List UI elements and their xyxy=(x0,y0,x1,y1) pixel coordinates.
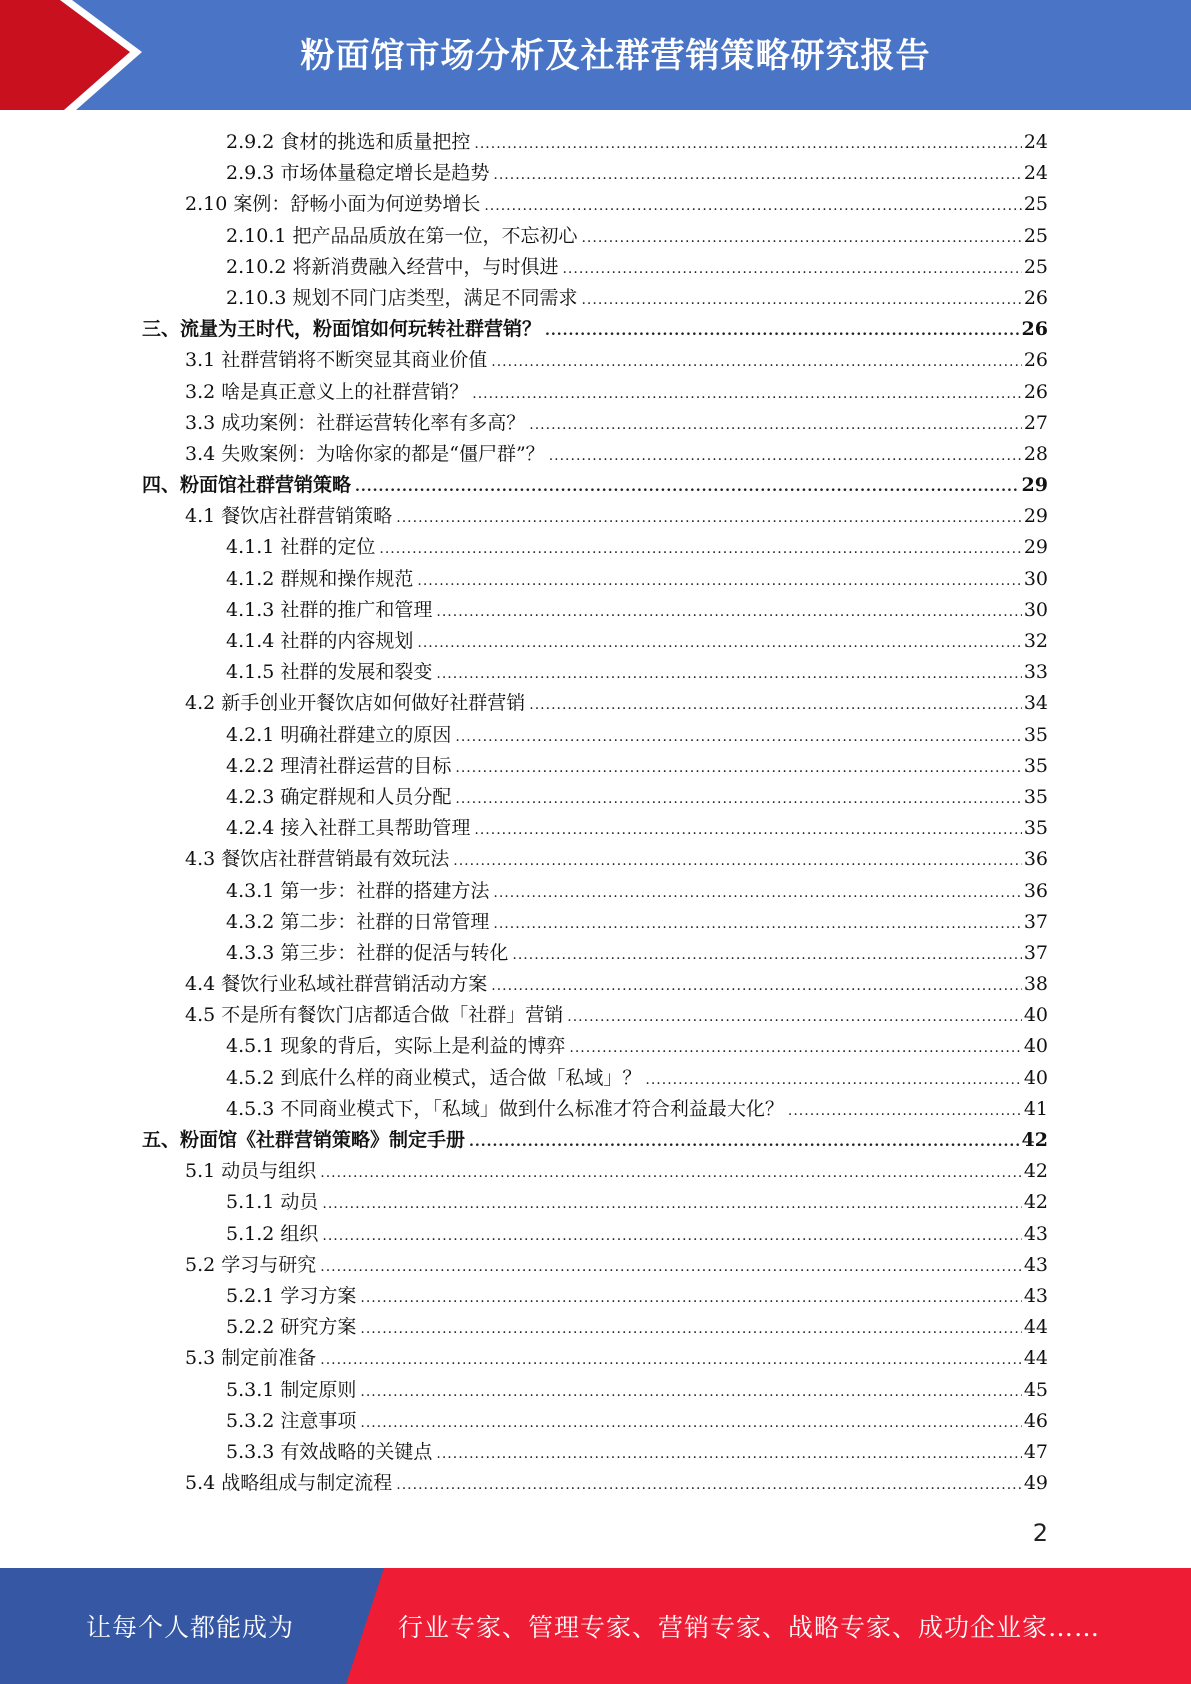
toc-entry[interactable] xyxy=(0,626,1048,657)
toc-entry[interactable] xyxy=(0,1156,1048,1187)
toc-entry-page: 37 xyxy=(1023,910,1048,933)
toc-entry-title: 5.2.1 学习方案 xyxy=(226,1284,357,1307)
toc-dot-leader xyxy=(493,160,1021,191)
toc-entry-title: 5.2 学习与研究 xyxy=(185,1253,317,1276)
toc-entry-page: 35 xyxy=(1023,817,1048,840)
toc-entry[interactable] xyxy=(0,1312,1048,1343)
toc-entry-title: 3.4 失败案例：为啥你家的都是“僵尸群”？ xyxy=(185,442,545,465)
toc-entry-title: 4.2.2 理清社群运营的目标 xyxy=(226,754,452,777)
toc-entry-title: 3.2 啥是真正意义上的社群营销？ xyxy=(185,380,469,403)
toc-entry-page: 29 xyxy=(1023,505,1048,528)
toc-dot-leader xyxy=(322,1221,1021,1252)
toc-entry-page: 47 xyxy=(1023,1440,1048,1463)
toc-entry[interactable] xyxy=(0,1250,1048,1281)
toc-entry-title: 5.1 动员与组织 xyxy=(185,1160,317,1183)
toc-entry-page: 36 xyxy=(1023,848,1048,871)
toc-entry-title: 2.10.1 把产品品质放在第一位，不忘初心 xyxy=(226,224,578,247)
toc-dot-leader xyxy=(567,1002,1022,1033)
toc-entry-page: 30 xyxy=(1023,567,1048,590)
toc-entry[interactable] xyxy=(0,844,1048,875)
toc-entry[interactable] xyxy=(0,595,1048,626)
toc-entry[interactable] xyxy=(0,1375,1048,1406)
toc-dot-leader xyxy=(569,1033,1021,1064)
toc-dot-leader xyxy=(469,1127,1020,1158)
toc-entry-page: 41 xyxy=(1023,1097,1048,1120)
toc-entry-page: 25 xyxy=(1023,224,1048,247)
toc-entry-title: 3.1 社群营销将不断突显其商业价值 xyxy=(185,349,488,372)
toc-entry[interactable] xyxy=(0,408,1048,439)
toc-entry[interactable] xyxy=(0,1468,1048,1499)
toc-dot-leader xyxy=(360,1283,1021,1314)
toc-entry-page: 30 xyxy=(1023,598,1048,621)
toc-entry-page: 27 xyxy=(1023,411,1048,434)
toc-dot-leader xyxy=(529,690,1022,721)
toc-dot-leader xyxy=(436,1439,1021,1470)
toc-entry[interactable] xyxy=(0,501,1048,532)
toc-entry[interactable] xyxy=(0,688,1048,719)
toc-entry[interactable] xyxy=(0,532,1048,563)
toc-entry-title: 4.3.3 第三步：社群的促活与转化 xyxy=(226,941,509,964)
toc-entry-page: 24 xyxy=(1023,162,1048,185)
toc-entry-page: 34 xyxy=(1023,692,1048,715)
toc-entry[interactable] xyxy=(0,969,1048,1000)
toc-entry-title: 4.3.2 第二步：社群的日常管理 xyxy=(226,910,490,933)
toc-entry-title: 4.5.1 现象的背后，实际上是利益的博弈 xyxy=(226,1035,566,1058)
toc-entry[interactable] xyxy=(0,158,1048,189)
toc-entry-title: 5.1.2 组织 xyxy=(226,1222,319,1245)
toc-dot-leader xyxy=(455,784,1021,815)
toc-entry-page: 35 xyxy=(1023,723,1048,746)
toc-entry-page: 46 xyxy=(1023,1409,1048,1432)
toc-entry[interactable] xyxy=(0,314,1048,345)
toc-dot-leader xyxy=(396,503,1022,534)
toc-entry-title: 4.1 餐饮店社群营销策略 xyxy=(185,505,393,528)
toc-dot-leader xyxy=(491,971,1022,1002)
toc-entry[interactable] xyxy=(0,345,1048,376)
toc-entry[interactable] xyxy=(0,1219,1048,1250)
toc-entry[interactable] xyxy=(0,189,1048,220)
toc-entry-title: 5.3.2 注意事项 xyxy=(226,1409,357,1432)
toc-entry-title: 4.1.1 社群的定位 xyxy=(226,536,376,559)
toc-entry[interactable] xyxy=(0,1000,1048,1031)
toc-dot-leader xyxy=(512,940,1021,971)
toc-entry-title: 5.3 制定前准备 xyxy=(185,1347,317,1370)
toc-entry-title: 2.9.2 食材的挑选和质量把控 xyxy=(226,131,471,153)
toc-dot-leader xyxy=(484,191,1021,222)
toc-entry-page: 40 xyxy=(1023,1004,1048,1027)
toc-dot-leader xyxy=(436,659,1021,690)
toc-entry[interactable] xyxy=(0,782,1048,813)
toc-entry-page: 43 xyxy=(1023,1253,1048,1276)
toc-dot-leader xyxy=(788,1096,1022,1127)
toc-entry-title: 4.2.3 确定群规和人员分配 xyxy=(226,785,452,808)
toc-entry-page: 37 xyxy=(1023,941,1048,964)
toc-entry-page: 26 xyxy=(1023,349,1048,372)
toc-dot-leader xyxy=(417,628,1021,659)
toc-entry-title: 5.2.2 研究方案 xyxy=(226,1316,357,1339)
toc-entry[interactable] xyxy=(0,938,1048,969)
footer-banner xyxy=(0,1568,1191,1684)
toc-entry-page: 25 xyxy=(1023,255,1048,278)
toc-entry[interactable] xyxy=(0,470,1048,501)
toc-dot-leader xyxy=(493,909,1021,940)
toc-entry[interactable] xyxy=(0,252,1048,283)
toc-entry-title: 四、粉面馆社群营销策略 xyxy=(142,474,352,497)
toc-entry-title: 4.1.2 群规和操作规范 xyxy=(226,567,414,590)
toc-dot-leader xyxy=(453,846,1022,877)
toc-entry-page: 43 xyxy=(1023,1222,1048,1245)
toc-entry-title: 2.10 案例：舒畅小面为何逆势增长 xyxy=(185,193,481,216)
toc-entry-title: 4.5.2 到底什么样的商业模式，适合做「私域」？ xyxy=(226,1066,642,1089)
toc-entry[interactable] xyxy=(0,1187,1048,1218)
toc-entry[interactable] xyxy=(0,813,1048,844)
toc-entry-title: 4.1.3 社群的推广和管理 xyxy=(226,598,433,621)
toc-dot-leader xyxy=(436,597,1021,628)
toc-entry-title: 4.4 餐饮行业私域社群营销活动方案 xyxy=(185,973,488,996)
toc-entry-title: 4.2.4 接入社群工具帮助管理 xyxy=(226,817,471,840)
toc-entry[interactable] xyxy=(0,377,1048,408)
toc-dot-leader xyxy=(320,1158,1022,1189)
toc-entry-page: 43 xyxy=(1023,1284,1048,1307)
toc-entry-title: 4.1.5 社群的发展和裂变 xyxy=(226,661,433,684)
toc-entry-title: 2.9.3 市场体量稳定增长是趋势 xyxy=(226,162,490,185)
toc-entry-title: 2.10.2 将新消费融入经营中，与时俱进 xyxy=(226,255,559,278)
toc-dot-leader xyxy=(491,347,1022,378)
toc-dot-leader xyxy=(474,129,1021,160)
toc-entry[interactable] xyxy=(0,907,1048,938)
toc-entry[interactable] xyxy=(0,1281,1048,1312)
toc-entry[interactable] xyxy=(0,876,1048,907)
toc-dot-leader xyxy=(493,878,1021,909)
toc-entry-page: 35 xyxy=(1023,785,1048,808)
toc-entry-page: 26 xyxy=(1021,318,1048,341)
toc-entry-page: 26 xyxy=(1023,380,1048,403)
toc-entry[interactable] xyxy=(0,1063,1048,1094)
toc-entry-page: 44 xyxy=(1023,1347,1048,1370)
header-banner xyxy=(0,0,1191,110)
toc-entry-title: 5.1.1 动员 xyxy=(226,1191,319,1214)
toc-dot-leader xyxy=(545,316,1020,347)
toc-entry-page: 33 xyxy=(1023,661,1048,684)
toc-entry-title: 五、粉面馆《社群营销策略》制定手册 xyxy=(142,1129,466,1151)
toc-entry-page: 24 xyxy=(1023,131,1048,153)
toc-entry-page: 40 xyxy=(1023,1035,1048,1058)
toc-dot-leader xyxy=(360,1377,1021,1408)
toc-entry-title: 4.2.1 明确社群建立的原因 xyxy=(226,723,452,746)
toc-dot-leader xyxy=(529,410,1022,441)
footer-slogan-right: 行业专家、管理专家、营销专家、战略专家、成功企业家…… xyxy=(398,1613,1101,1642)
toc-dot-leader xyxy=(455,722,1021,753)
toc-entry-page: 42 xyxy=(1021,1129,1048,1151)
toc-dot-leader xyxy=(455,753,1021,784)
toc-entry-title: 3.3 成功案例：社群运营转化率有多高？ xyxy=(185,411,526,434)
toc-entry-page: 32 xyxy=(1023,630,1048,652)
toc-dot-leader xyxy=(581,223,1021,254)
toc-entry[interactable] xyxy=(0,127,1048,158)
toc-entry-page: 49 xyxy=(1023,1472,1048,1495)
toc-entry-title: 4.1.4 社群的内容规划 xyxy=(226,630,414,652)
toc-entry-page: 35 xyxy=(1023,754,1048,777)
toc-entry-page: 38 xyxy=(1023,973,1048,996)
toc-entry-title: 三、流量为王时代，粉面馆如何玩转社群营销？ xyxy=(142,318,542,341)
toc-entry-title: 4.3.1 第一步：社群的搭建方法 xyxy=(226,879,490,902)
toc-dot-leader xyxy=(472,379,1022,410)
toc-entry[interactable] xyxy=(0,1125,1048,1156)
toc-dot-leader xyxy=(417,566,1021,597)
table-of-contents xyxy=(0,127,1191,1499)
toc-entry[interactable] xyxy=(0,1031,1048,1062)
toc-dot-leader xyxy=(396,1470,1022,1501)
toc-entry-title: 4.2 新手创业开餐饮店如何做好社群营销 xyxy=(185,692,526,715)
toc-entry[interactable] xyxy=(0,1343,1048,1374)
toc-entry-page: 26 xyxy=(1023,286,1048,309)
toc-dot-leader xyxy=(320,1345,1022,1376)
toc-entry-page: 42 xyxy=(1023,1160,1048,1183)
toc-dot-leader xyxy=(549,441,1022,472)
document-title: 粉面馆市场分析及社群营销策略研究报告 xyxy=(300,35,931,76)
toc-entry[interactable] xyxy=(0,657,1048,688)
toc-entry-page: 42 xyxy=(1023,1191,1048,1214)
toc-entry[interactable] xyxy=(0,1437,1048,1468)
toc-entry-page: 36 xyxy=(1023,879,1048,902)
toc-entry[interactable] xyxy=(0,564,1048,595)
toc-entry[interactable] xyxy=(0,439,1048,470)
toc-dot-leader xyxy=(355,472,1020,503)
toc-dot-leader xyxy=(562,254,1021,285)
toc-entry-title: 4.5 不是所有餐饮门店都适合做「社群」营销 xyxy=(185,1004,564,1027)
header-arrow-decoration xyxy=(0,0,150,110)
page-number: 2 xyxy=(1032,1519,1048,1547)
toc-dot-leader xyxy=(322,1189,1021,1220)
toc-entry-page: 25 xyxy=(1023,193,1048,216)
toc-dot-leader xyxy=(379,534,1021,565)
toc-entry[interactable] xyxy=(0,1406,1048,1437)
toc-entry-page: 29 xyxy=(1021,474,1048,497)
toc-entry-page: 45 xyxy=(1023,1378,1048,1401)
toc-entry-title: 4.3 餐饮店社群营销最有效玩法 xyxy=(185,848,450,871)
toc-dot-leader xyxy=(360,1408,1021,1439)
toc-entry-title: 5.4 战略组成与制定流程 xyxy=(185,1472,393,1495)
toc-entry-title: 4.5.3 不同商业模式下，「私域」做到什么标准才符合利益最大化？ xyxy=(226,1097,784,1120)
toc-entry-title: 5.3.1 制定原则 xyxy=(226,1378,357,1401)
toc-dot-leader xyxy=(360,1314,1021,1345)
toc-entry-page: 44 xyxy=(1023,1316,1048,1339)
toc-entry[interactable] xyxy=(0,1094,1048,1125)
toc-entry[interactable] xyxy=(0,751,1048,782)
footer-slogan-left: 让每个人都能成为 xyxy=(85,1613,294,1642)
toc-dot-leader xyxy=(581,285,1021,316)
toc-entry[interactable] xyxy=(0,283,1048,314)
toc-entry[interactable] xyxy=(0,720,1048,751)
toc-entry-page: 40 xyxy=(1023,1066,1048,1089)
toc-entry-title: 5.3.3 有效战略的关键点 xyxy=(226,1440,433,1463)
toc-entry-page: 28 xyxy=(1023,442,1048,465)
toc-entry-page: 29 xyxy=(1023,536,1048,559)
toc-entry[interactable] xyxy=(0,221,1048,252)
toc-dot-leader xyxy=(320,1252,1022,1283)
toc-dot-leader xyxy=(474,815,1021,846)
toc-dot-leader xyxy=(645,1065,1021,1096)
toc-entry-title: 2.10.3 规划不同门店类型，满足不同需求 xyxy=(226,286,578,309)
